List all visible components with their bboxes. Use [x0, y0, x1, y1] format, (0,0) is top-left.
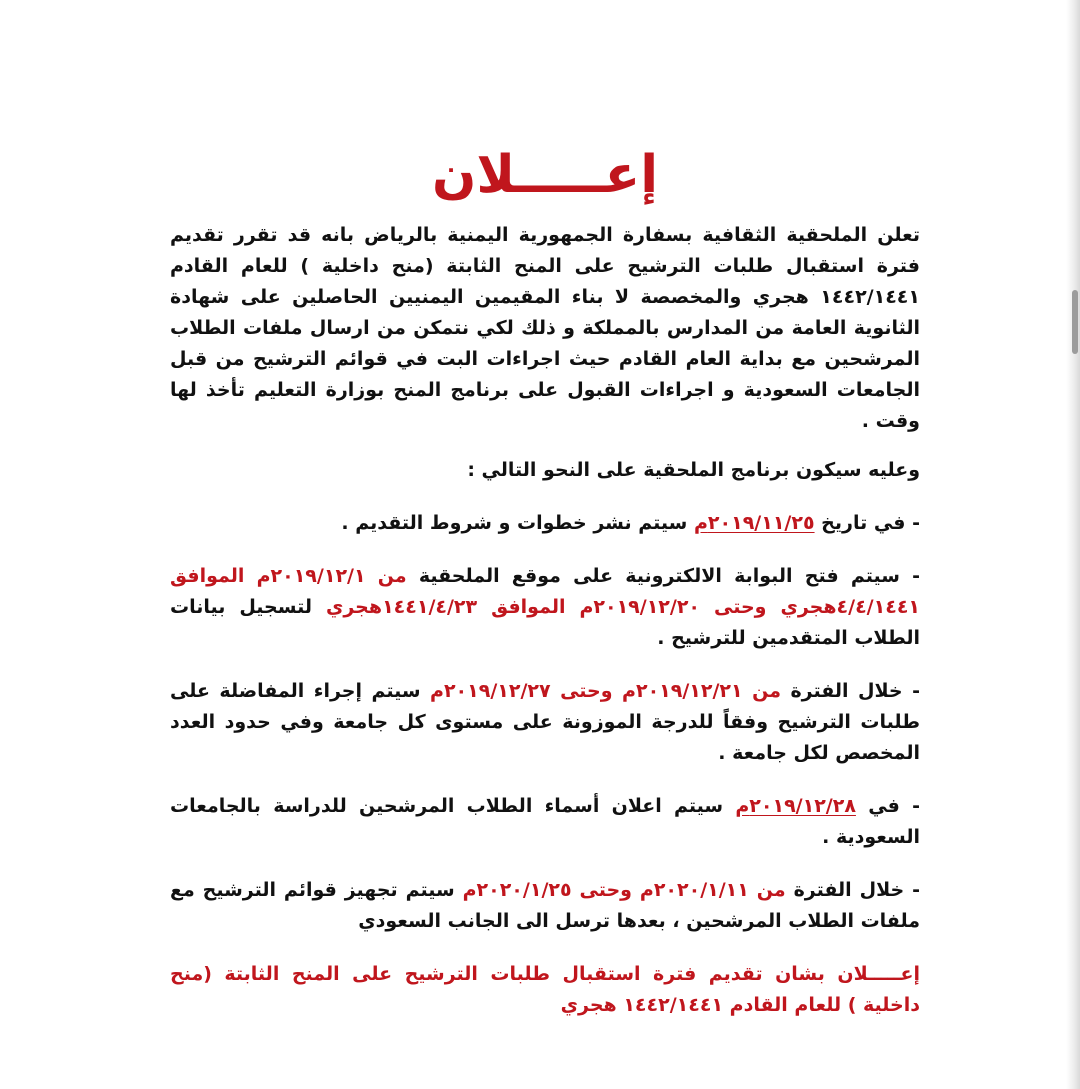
- announcement-title: إعـــــلان: [431, 145, 659, 205]
- item-2-date-end: ٢٠١٩/١٢/٢٠م: [579, 596, 701, 618]
- item-5-date-start: ٢٠٢٠/١/١١م: [639, 879, 749, 901]
- item-3-lead: - خلال الفترة: [780, 680, 920, 702]
- item-3-until: وحتى: [550, 680, 623, 702]
- item-5-text: سيتم تجهيز قوائم الترشيح مع ملفات الطلاب المرشحين ، بعدها ترسل الى الجانب السعودي: [170, 879, 920, 932]
- page-edge-shadow: [1066, 0, 1080, 1089]
- schedule-item-2: [170, 561, 920, 654]
- item-2-lead: - سيتم فتح البوابة الالكترونية على موقع الملحقية: [406, 565, 920, 587]
- item-2-date-start: ٢٠١٩/١٢/١م: [256, 565, 366, 587]
- closing-notice: إعـــــلان بشان تقديم فترة استقبال طلبات الترشيح على المنح الثابتة (منح داخلية ) للعام القادم ١٤٤٢/١٤٤١ هجري: [170, 963, 920, 1016]
- item-2-text: لتسجيل بيانات الطلاب المتقدمين للترشيح .: [170, 596, 920, 649]
- schedule-item-3: [170, 676, 920, 769]
- item-1-prefix: - في تاريخ: [814, 512, 920, 534]
- scrollbar-thumb[interactable]: [1072, 290, 1078, 354]
- item-3-text: سيتم إجراء المفاضلة على طلبات الترشيح وفقاً للدرجة الموزونة على مستوى كل جامعة وفي حدود العدد المخصص لكل جامعة .: [170, 680, 920, 764]
- item-2-corresponding-2: الموافق ١٤٤١/٤/٢٣هجري: [325, 596, 580, 618]
- item-3-from: من: [742, 680, 781, 702]
- item-5-from: من: [748, 879, 786, 901]
- item-2-corresponding-1: الموافق ٤/٤/١٤٤١هجري: [170, 565, 921, 618]
- item-4-text: سيتم اعلان أسماء الطلاب المرشحين للدراسة بالجامعات السعودية .: [170, 795, 920, 848]
- intro-paragraph: تعلن الملحقية الثقافية بسفارة الجمهورية اليمنية بالرياض بانه قد تقرر تقديم فترة استقبال طلبات الترشيح على المنح الثابتة (منح داخلية ) للعام القادم ١٤٤٢/١٤٤١ هجري والمخصصة لا بناء المقيمين اليمنيين الحاصلين على شهادة الثانوية العامة من المدارس بالمملكة و ذلك لكي نتمكن من ارسال ملفات الطلاب المرشحين مع بداية العام القادم حيث اجراءات البت في قوائم الترشيح من قبل الجامعات السعودية و اجراءات القبول على برنامج المنح بوزارة التعليم تأخذ لها وقت .: [170, 224, 920, 432]
- item-1-date: ٢٠١٩/١١/٢٥م: [693, 512, 815, 534]
- announcement-body: [170, 140, 920, 1021]
- item-4-date: ٢٠١٩/١٢/٢٨م: [735, 795, 856, 817]
- item-2-until: وحتى: [700, 596, 781, 618]
- schedule-item-4: [170, 791, 920, 853]
- item-5-date-end: ٢٠٢٠/١/٢٥م: [462, 879, 572, 901]
- item-2-from: من: [365, 565, 407, 587]
- item-1-text: سيتم نشر خطوات و شروط التقديم .: [341, 512, 694, 534]
- item-3-date-end: ٢٠١٩/١٢/٢٧م: [430, 680, 551, 702]
- item-5-until: وحتى: [571, 879, 640, 901]
- item-4-prefix: - في: [855, 795, 920, 817]
- item-5-lead: - خلال الفترة: [785, 879, 920, 901]
- schedule-item-1: [170, 508, 920, 539]
- program-intro: وعليه سيكون برنامج الملحقية على النحو التالي :: [467, 459, 920, 481]
- item-3-date-start: ٢٠١٩/١٢/٢١م: [622, 680, 743, 702]
- schedule-item-5: [170, 875, 920, 937]
